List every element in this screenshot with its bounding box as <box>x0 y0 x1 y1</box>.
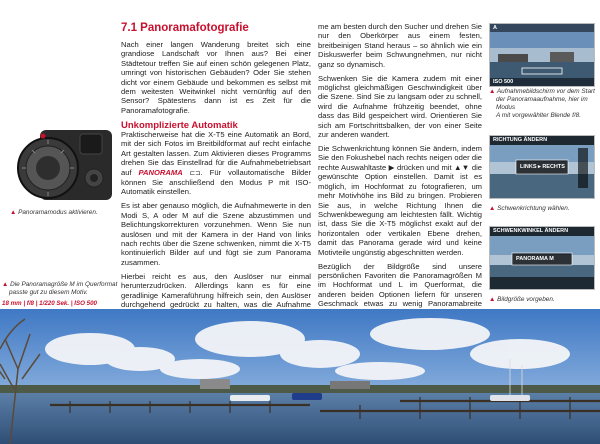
updown-arrows-icon: ▲▼ <box>453 162 470 172</box>
camera-dial-illustration <box>10 120 114 208</box>
camera-screen-size <box>489 226 595 290</box>
panorama-keyword: PANORAMA <box>138 167 183 177</box>
caption-triangle-icon: ▲ <box>489 205 496 212</box>
screen1-iso: ISO 500 <box>493 79 514 85</box>
left-column-top <box>121 22 311 136</box>
paragraph-bildgroesse: Bezüglich der Bildgröße sind unsere persönlichen Favoriten die Panoramagrößen M im Hochformat und L im Querformat, die anderen beiden Optionen liefern für unseren Geschmack etwas zu wenig Panoramabreite <box>318 261 482 309</box>
caption-screen-direction: ▲ Schwenkrichtung wählen. <box>489 205 570 212</box>
chapter-title: 7.1 Panoramafotografie <box>121 22 249 34</box>
right-column-body <box>318 22 482 341</box>
paragraph-richtung: Die Schwenkrichtung können Sie ändern, indem Sie den Fokushebel nach rechts neigen oder die rechte Auswahltaste ▶ drücken und mit ▲▼ die gewünschte Option einstellen. Damit ist es möglich, im Hochformat zu fotografieren, um mehr Motivhöhe ins Bild zu bringen. Probieren Sie aus, in welche Richtung Ihnen die Schwenkbewegung am leichtesten fällt. Wichtig ist, dass Sie die X-T5 möglichst exakt auf der horizontalen oder vertikalen Ebene drehen, damit das Panorama gerade wird und keine Motivteile ungünstig abgeschnitten werden. <box>318 144 482 257</box>
caption-screen-size: ▲ Bildgröße vorgeben. <box>489 296 555 303</box>
camera-dial-photo <box>10 120 114 208</box>
panorama-harbour-image <box>0 309 600 444</box>
camera-screen-direction <box>489 135 595 199</box>
screen-start-image <box>490 24 594 86</box>
panorama-photo <box>0 309 600 444</box>
caption-triangle-icon: ▲ <box>2 281 9 288</box>
caption-triangle-icon: ▲ <box>489 88 496 95</box>
paragraph-schwenken: Schwenken Sie die Kamera zudem mit einer möglichst gleichmäßigen Geschwindigkeit über die Szene. Sind Sie zu langsam oder zu schnell, wird die Aufnahme frühzeitig beendet, ohne dass das Bild gespeichert wird. Orientieren Sie sich am Fortschrittsbalken, der von einer Seite zur anderen wandert. <box>318 73 482 140</box>
paragraph-automatik: Praktischerweise hat die X-T5 eine Automatik an Bord, mit der sich Fotos im Breitbildformat auf recht einfache Art gestalten lassen. Zum Aktivieren dieses Programms drehen Sie das Einstellrad für die Aufnahmebetriebsart auf PANORAMA ⊏⊐. Für vollautomatische Bilder können Sie anschließend den Modus P mit ISO-Automatik einstellen. <box>121 130 311 197</box>
paragraph-modi: Es ist aber genauso möglich, die Aufnahmewerte in den Modi S, A oder M auf die Szene abzustimmen und Belichtungskorrekturen vorzunehmen. Wenn Sie nun auslösen und mit der Kamera in der Hand von links nach rechts über die Szene schwenken, nimmt die X-T5 kontinuierlich Bilder auf und fügt sie zum Panorama zusammen. <box>121 201 311 267</box>
screen3-option: PANORAMA M <box>516 256 554 262</box>
subheading: Unkomplizierte Automatik <box>121 119 238 131</box>
screen2-header: RICHTUNG ÄNDERN <box>493 137 548 143</box>
caption-triangle-icon: ▲ <box>489 296 496 303</box>
right-arrow-icon: ▶ <box>388 162 395 172</box>
caption-triangle-icon: ▲ <box>10 209 17 216</box>
caption-screen-start: ▲ Aufnahmebildschirm vor dem Start der Panoramaaufnahme, hier im Modus A mit vorgewählter Blende f/8. <box>489 88 595 119</box>
exif-info: 18 mm | f/8 | 1/220 Sek. | ISO 500 <box>2 300 97 307</box>
caption-mode: ▲ Panoramamodus aktivieren. <box>10 209 98 216</box>
screen2-option: LINKS ▸ RECHTS <box>520 164 565 170</box>
screen1-mode: A <box>493 25 497 31</box>
screen3-header: SCHWENKWINKEL ÄNDERN <box>493 228 569 234</box>
caption-panorama: ▲ Die Panoramagröße M im Querformat passte gut zu diesem Motiv. 18 mm | f/8 | 1/220 Sek. | ISO 500 <box>2 281 118 307</box>
paragraph-sucher: me am besten durch den Sucher und drehen Sie nur den Oberkörper aus einem festen, breitbeinigen Stand heraus – so ähnlich wie ein Diskuswerfer beim Schwungnehmen, nur nicht ganz so dynamisch. <box>318 22 482 69</box>
camera-screen-start <box>489 23 595 87</box>
paragraph-ausloeser: Hierbei reicht es aus, den Auslöser nur einmal herunterzudrücken. Allerdings kann es für eine geradlinige Kameraführung hilfreich sein, den Auslöser durchgehend gedrückt zu halten, was die Aufnahme <box>121 271 311 310</box>
left-column-body <box>121 130 311 324</box>
panorama-mode-icon: ⊏⊐ <box>189 169 201 177</box>
intro-paragraph: Nach einer langen Wanderung breitet sich eine grandiose Landschaft vor Ihnen aus? Bei einer Städtetour treffen Sie auf einen schön gelegenen Platz, umringt von historischen Gebäuden? Oder Sie stehen dicht vor einem Gebäude und bekommen es selbst mit dem weitesten Weitwinkel nicht vernünftig auf den Sensor? Spätestens dann ist es Zeit für die Panoramafotografie. <box>121 40 311 115</box>
